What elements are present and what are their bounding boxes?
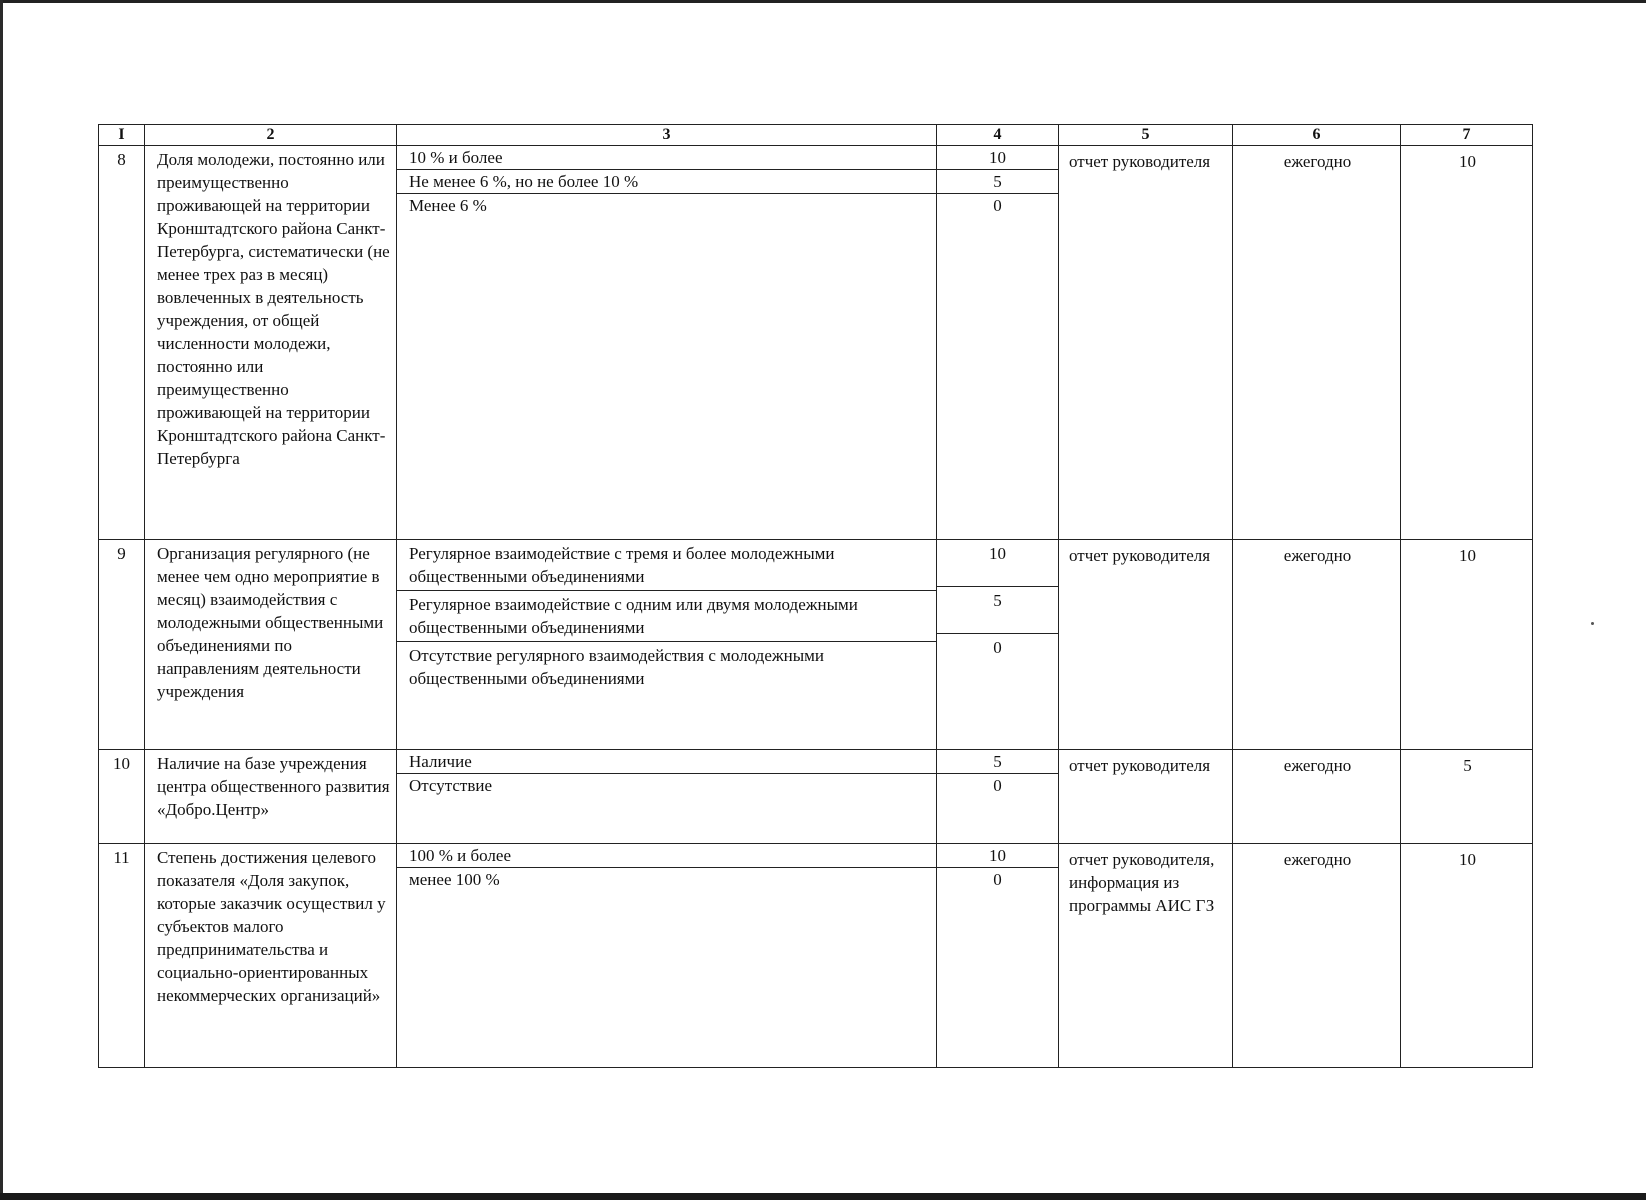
score-cell (937, 540, 1059, 750)
score: 5 (937, 750, 1058, 774)
row-number: 9 (99, 540, 145, 750)
table-row (99, 540, 1533, 750)
criterion: Наличие (397, 750, 936, 774)
header-col-4: 4 (937, 125, 1059, 146)
header-col-2: 2 (145, 125, 397, 146)
score: 0 (993, 196, 1002, 215)
score-cell (937, 750, 1059, 844)
criteria-cell (397, 540, 937, 750)
score: 5 (937, 170, 1058, 194)
header-col-5: 5 (1059, 125, 1233, 146)
header-col-1: I (99, 125, 145, 146)
score-cell (937, 844, 1059, 1068)
method-text: отчет руководителя (1059, 146, 1233, 540)
criterion: Регулярное взаимодействие с тремя и более молодежными общественными объединениями (397, 540, 936, 591)
period-text: ежегодно (1233, 750, 1401, 844)
score: 0 (993, 870, 1002, 889)
header-col-6: 6 (1233, 125, 1401, 146)
header-col-3: 3 (397, 125, 937, 146)
criterion: Регулярное взаимодействие с одним или двумя молодежными общественными объединениями (397, 591, 936, 642)
method-text: отчет руководителя, информация из программы АИС ГЗ (1059, 844, 1233, 1068)
weight-value: 5 (1401, 750, 1533, 844)
header-col-7: 7 (1401, 125, 1533, 146)
indicator-text: Доля молодежи, постоянно или преимущественно проживающей на территории Кронштадтского района Санкт-Петербурга, систематически (не менее трех раз в месяц) вовлеченных в деятельность учреждения, от общей численности молодежи, постоянно или преимущественно проживающей на территории Кронштадтского района Санкт-Петербурга (145, 146, 397, 540)
scan-edge-bottom (0, 1193, 1646, 1200)
indicator-text: Степень достижения целевого показателя «Доля закупок, которые заказчик осуществил у субъектов малого предпринимательства и социально-ориентированных некоммерческих организаций» (145, 844, 397, 1068)
indicator-text: Организация регулярного (не менее чем одно мероприятие в месяц) взаимодействия с молодежными общественными объединениями по направлениям деятельности учреждения (145, 540, 397, 750)
weight-value: 10 (1401, 844, 1533, 1068)
score-cell (937, 146, 1059, 540)
row-number: 10 (99, 750, 145, 844)
row-number: 11 (99, 844, 145, 1068)
period-text: ежегодно (1233, 844, 1401, 1068)
indicator-text: Наличие на базе учреждения центра общественного развития «Добро.Центр» (145, 750, 397, 844)
method-text: отчет руководителя (1059, 750, 1233, 844)
criterion: Менее 6 % (409, 196, 487, 215)
criteria-table (98, 124, 1533, 1068)
criteria-cell (397, 750, 937, 844)
score: 0 (993, 776, 1002, 795)
scan-speck (1591, 622, 1594, 625)
score: 0 (993, 638, 1002, 657)
criteria-cell (397, 844, 937, 1068)
header-row (99, 125, 1533, 146)
criterion: Отсутствие регулярного взаимодействия с молодежными общественными объединениями (409, 646, 824, 688)
score: 10 (937, 844, 1058, 868)
period-text: ежегодно (1233, 540, 1401, 750)
criterion: Отсутствие (409, 776, 493, 795)
table-row (99, 146, 1533, 540)
table-row (99, 844, 1533, 1068)
row-number: 8 (99, 146, 145, 540)
scan-edge-left (0, 0, 3, 1200)
criterion: менее 100 % (409, 870, 500, 889)
method-text: отчет руководителя (1059, 540, 1233, 750)
criterion: Не менее 6 %, но не более 10 % (397, 170, 936, 194)
period-text: ежегодно (1233, 146, 1401, 540)
table-row (99, 750, 1533, 844)
score: 10 (937, 540, 1058, 587)
weight-value: 10 (1401, 146, 1533, 540)
weight-value: 10 (1401, 540, 1533, 750)
criterion: 100 % и более (397, 844, 936, 868)
score: 10 (937, 146, 1058, 170)
score: 5 (937, 587, 1058, 634)
criteria-cell (397, 146, 937, 540)
scan-edge-top (0, 0, 1646, 3)
criterion: 10 % и более (397, 146, 936, 170)
